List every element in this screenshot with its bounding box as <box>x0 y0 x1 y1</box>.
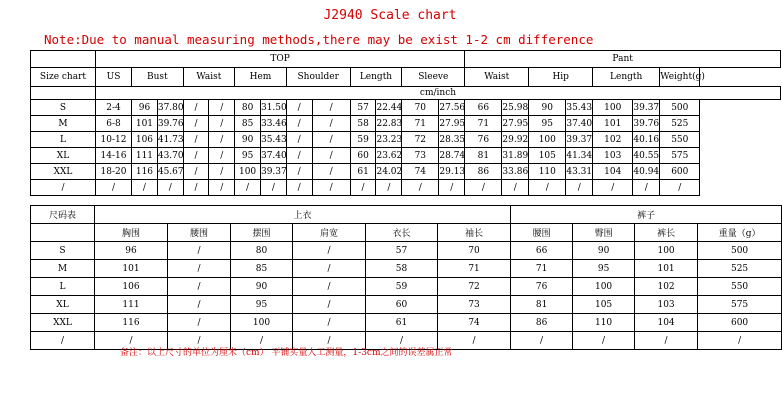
value-cell: 45.67 <box>157 164 183 180</box>
value-cell: 59 <box>366 278 438 296</box>
value-cell: 70 <box>438 242 511 260</box>
value-cell: 29.92 <box>502 132 529 148</box>
value-cell: 71 <box>438 260 511 278</box>
value-cell: / <box>312 100 350 116</box>
cn-header-pant-length: 裤长 <box>635 224 698 242</box>
value-cell: / <box>312 116 350 132</box>
value-cell: 575 <box>660 148 700 164</box>
value-cell: 27.56 <box>439 100 465 116</box>
value-cell: 80 <box>231 242 293 260</box>
value-cell: 500 <box>660 100 700 116</box>
size-label-cell: XXL <box>31 164 96 180</box>
value-cell: / <box>209 148 235 164</box>
value-cell: 104 <box>635 314 698 332</box>
value-cell: 500 <box>698 242 782 260</box>
group-pant: Pant <box>465 51 781 68</box>
value-cell: / <box>209 164 235 180</box>
size-label-cell: XL <box>31 296 95 314</box>
value-cell: 575 <box>698 296 782 314</box>
value-cell: 600 <box>660 164 700 180</box>
cn-header-pant-waist: 腰围 <box>511 224 573 242</box>
cn-group-pants: 裤子 <box>511 206 782 224</box>
value-cell: 100 <box>529 132 566 148</box>
value-cell: 90 <box>529 100 566 116</box>
cn-group-top: 上衣 <box>95 206 511 224</box>
header-length: Length <box>350 68 402 87</box>
value-cell: / <box>168 314 231 332</box>
value-cell: 39.37 <box>633 100 660 116</box>
value-cell: / <box>168 278 231 296</box>
value-cell: 550 <box>698 278 782 296</box>
value-cell: 61 <box>350 164 376 180</box>
value-cell: / <box>593 180 633 196</box>
value-cell: 33.46 <box>260 116 286 132</box>
header-hip: Hip <box>529 68 593 87</box>
value-cell: 41.34 <box>566 148 593 164</box>
value-cell: 40.16 <box>633 132 660 148</box>
value-cell: 74 <box>402 164 439 180</box>
value-cell: 2-4 <box>95 100 131 116</box>
value-cell: 102 <box>635 278 698 296</box>
header-waist: Waist <box>183 68 235 87</box>
size-label-cell: S <box>31 242 95 260</box>
value-cell: / <box>183 132 209 148</box>
value-cell: 76 <box>465 132 502 148</box>
value-cell: 22.83 <box>376 116 402 132</box>
size-label-cell: S <box>31 100 96 116</box>
value-cell: 102 <box>593 132 633 148</box>
value-cell: / <box>260 180 286 196</box>
cn-header-hem: 摆围 <box>231 224 293 242</box>
value-cell: 100 <box>593 100 633 116</box>
value-cell: 106 <box>132 132 158 148</box>
value-cell: 28.74 <box>439 148 465 164</box>
size-table-chinese <box>30 205 782 350</box>
value-cell: 14-16 <box>95 148 131 164</box>
value-cell: 57 <box>366 242 438 260</box>
value-cell: / <box>293 296 366 314</box>
unit-label: cm/inch <box>95 87 780 100</box>
table-row <box>31 242 782 260</box>
value-cell: 95 <box>235 148 261 164</box>
header-weight: Weight(g) <box>660 68 700 87</box>
value-cell: 57 <box>350 100 376 116</box>
value-cell: / <box>95 180 131 196</box>
value-cell: 85 <box>231 260 293 278</box>
cn-header-blank <box>31 224 95 242</box>
chinese-footnote: 备注：以上尺寸的单位为厘米（cm） 平铺实量人工测量，1-3cm之间的误差属正常 <box>120 348 453 358</box>
value-cell: 72 <box>402 132 439 148</box>
value-cell: / <box>293 260 366 278</box>
table-row <box>31 132 781 148</box>
table-row <box>31 296 782 314</box>
value-cell: / <box>573 332 635 350</box>
cn-header-shoulder: 肩宽 <box>293 224 366 242</box>
value-cell: / <box>698 332 782 350</box>
value-cell: / <box>209 116 235 132</box>
value-cell: / <box>209 132 235 148</box>
value-cell: 100 <box>235 164 261 180</box>
size-label-cell: / <box>31 180 96 196</box>
value-cell: 81 <box>511 296 573 314</box>
value-cell: 23.23 <box>376 132 402 148</box>
value-cell: 41.73 <box>157 132 183 148</box>
value-cell: / <box>529 180 566 196</box>
value-cell: / <box>209 180 235 196</box>
cn-header-sleeve: 袖长 <box>438 224 511 242</box>
value-cell: / <box>286 148 312 164</box>
value-cell: / <box>465 180 502 196</box>
table-row <box>31 180 781 196</box>
value-cell: 10-12 <box>95 132 131 148</box>
header-shoulder: Shoulder <box>286 68 350 87</box>
value-cell: 71 <box>402 116 439 132</box>
value-cell: / <box>660 180 700 196</box>
value-cell: / <box>286 132 312 148</box>
value-cell: 525 <box>660 116 700 132</box>
value-cell: / <box>439 180 465 196</box>
value-cell: 116 <box>132 164 158 180</box>
value-cell: 27.95 <box>502 116 529 132</box>
value-cell: / <box>183 180 209 196</box>
cn-header-bust: 胸围 <box>95 224 168 242</box>
size-label-cell: L <box>31 278 95 296</box>
header-sleeve: Sleeve <box>402 68 465 87</box>
value-cell: 600 <box>698 314 782 332</box>
table-row <box>31 260 782 278</box>
value-cell: 24.02 <box>376 164 402 180</box>
value-cell: 61 <box>366 314 438 332</box>
header-hem: Hem <box>235 68 287 87</box>
value-cell: 110 <box>573 314 635 332</box>
cn-header-length: 衣长 <box>366 224 438 242</box>
value-cell: 25.98 <box>502 100 529 116</box>
value-cell: 28.35 <box>439 132 465 148</box>
value-cell: / <box>209 100 235 116</box>
value-cell: 43.31 <box>566 164 593 180</box>
value-cell: 103 <box>593 148 633 164</box>
value-cell: 35.43 <box>566 100 593 116</box>
value-cell: 110 <box>529 164 566 180</box>
value-cell: / <box>168 260 231 278</box>
table-row <box>31 148 781 164</box>
value-cell: 40.55 <box>633 148 660 164</box>
value-cell: / <box>350 180 376 196</box>
value-cell: / <box>183 116 209 132</box>
chart-title: J2940 Scale chart <box>323 8 457 23</box>
value-cell: 81 <box>465 148 502 164</box>
value-cell: 59 <box>350 132 376 148</box>
group-top: TOP <box>95 51 464 68</box>
value-cell: / <box>168 332 231 350</box>
value-cell: 80 <box>235 100 261 116</box>
value-cell: 96 <box>95 242 168 260</box>
header-pant-waist: Waist <box>465 68 529 87</box>
value-cell: 72 <box>438 278 511 296</box>
value-cell: 58 <box>350 116 376 132</box>
header-pant-length: Length <box>593 68 660 87</box>
value-cell: 39.76 <box>633 116 660 132</box>
cn-header-size-chart: 尺码表 <box>31 206 95 224</box>
value-cell: / <box>286 100 312 116</box>
value-cell: / <box>633 180 660 196</box>
value-cell: 96 <box>132 100 158 116</box>
value-cell: / <box>312 148 350 164</box>
value-cell: / <box>402 180 439 196</box>
value-cell: 90 <box>231 278 293 296</box>
value-cell: 105 <box>573 296 635 314</box>
value-cell: 90 <box>573 242 635 260</box>
header-us: US <box>95 68 131 87</box>
cn-header-waist: 腰围 <box>168 224 231 242</box>
corner-blank <box>31 51 96 68</box>
value-cell: 103 <box>635 296 698 314</box>
value-cell: 66 <box>511 242 573 260</box>
value-cell: 39.37 <box>566 132 593 148</box>
value-cell: 70 <box>402 100 439 116</box>
value-cell: 58 <box>366 260 438 278</box>
value-cell: / <box>293 314 366 332</box>
value-cell: 525 <box>698 260 782 278</box>
value-cell: / <box>366 332 438 350</box>
value-cell: 71 <box>511 260 573 278</box>
value-cell: 60 <box>350 148 376 164</box>
value-cell: / <box>231 332 293 350</box>
value-cell: 40.94 <box>633 164 660 180</box>
size-table-english <box>30 50 781 196</box>
value-cell: 95 <box>529 116 566 132</box>
size-label-cell: M <box>31 116 96 132</box>
value-cell: / <box>502 180 529 196</box>
cn-header-thigh: 臀围 <box>573 224 635 242</box>
value-cell: / <box>293 278 366 296</box>
value-cell: / <box>566 180 593 196</box>
value-cell: 66 <box>465 100 502 116</box>
value-cell: / <box>286 164 312 180</box>
cn-header-weight: 重量（g） <box>698 224 782 242</box>
value-cell: 73 <box>402 148 439 164</box>
value-cell: 31.89 <box>502 148 529 164</box>
value-cell: 18-20 <box>95 164 131 180</box>
value-cell: 90 <box>235 132 261 148</box>
value-cell: 31.50 <box>260 100 286 116</box>
value-cell: / <box>286 180 312 196</box>
table-row <box>31 164 781 180</box>
value-cell: 71 <box>465 116 502 132</box>
value-cell: 101 <box>593 116 633 132</box>
value-cell: 22.44 <box>376 100 402 116</box>
table-row <box>31 278 782 296</box>
value-cell: 95 <box>573 260 635 278</box>
value-cell: / <box>312 132 350 148</box>
value-cell: / <box>438 332 511 350</box>
size-label-cell: XXL <box>31 314 95 332</box>
value-cell: / <box>183 100 209 116</box>
value-cell: 43.70 <box>157 148 183 164</box>
value-cell: / <box>183 148 209 164</box>
size-label-cell: / <box>31 332 95 350</box>
table-row <box>31 100 781 116</box>
value-cell: 39.37 <box>260 164 286 180</box>
header-bust: Bust <box>132 68 184 87</box>
unit-blank <box>31 87 96 100</box>
value-cell: 37.40 <box>260 148 286 164</box>
value-cell: / <box>376 180 402 196</box>
size-label-cell: L <box>31 132 96 148</box>
value-cell: 33.86 <box>502 164 529 180</box>
value-cell: 100 <box>635 242 698 260</box>
value-cell: 101 <box>132 116 158 132</box>
value-cell: 550 <box>660 132 700 148</box>
value-cell: 60 <box>366 296 438 314</box>
size-label-cell: XL <box>31 148 96 164</box>
header-size-chart: Size chart <box>31 68 96 87</box>
value-cell: 106 <box>95 278 168 296</box>
value-cell: 95 <box>231 296 293 314</box>
value-cell: 101 <box>95 260 168 278</box>
value-cell: / <box>293 242 366 260</box>
value-cell: 116 <box>95 314 168 332</box>
value-cell: / <box>312 164 350 180</box>
value-cell: 39.76 <box>157 116 183 132</box>
value-cell: 85 <box>235 116 261 132</box>
value-cell: 111 <box>132 148 158 164</box>
value-cell: / <box>168 242 231 260</box>
table-row <box>31 314 782 332</box>
value-cell: / <box>286 116 312 132</box>
value-cell: / <box>293 332 366 350</box>
value-cell: / <box>312 180 350 196</box>
value-cell: 35.43 <box>260 132 286 148</box>
value-cell: 74 <box>438 314 511 332</box>
value-cell: 37.40 <box>566 116 593 132</box>
table-row <box>31 116 781 132</box>
value-cell: 29.13 <box>439 164 465 180</box>
value-cell: / <box>235 180 261 196</box>
value-cell: / <box>511 332 573 350</box>
value-cell: 23.62 <box>376 148 402 164</box>
value-cell: 104 <box>593 164 633 180</box>
value-cell: 101 <box>635 260 698 278</box>
value-cell: 6-8 <box>95 116 131 132</box>
size-label-cell: M <box>31 260 95 278</box>
value-cell: / <box>95 332 168 350</box>
value-cell: / <box>157 180 183 196</box>
value-cell: / <box>168 296 231 314</box>
value-cell: 76 <box>511 278 573 296</box>
value-cell: / <box>635 332 698 350</box>
value-cell: 73 <box>438 296 511 314</box>
value-cell: 111 <box>95 296 168 314</box>
value-cell: / <box>132 180 158 196</box>
value-cell: 37.80 <box>157 100 183 116</box>
value-cell: 86 <box>465 164 502 180</box>
value-cell: 100 <box>573 278 635 296</box>
value-cell: 100 <box>231 314 293 332</box>
value-cell: 105 <box>529 148 566 164</box>
value-cell: / <box>183 164 209 180</box>
value-cell: 27.95 <box>439 116 465 132</box>
value-cell: 86 <box>511 314 573 332</box>
measurement-note: Note:Due to manual measuring methods,there may be exist 1-2 cm difference <box>44 32 594 47</box>
